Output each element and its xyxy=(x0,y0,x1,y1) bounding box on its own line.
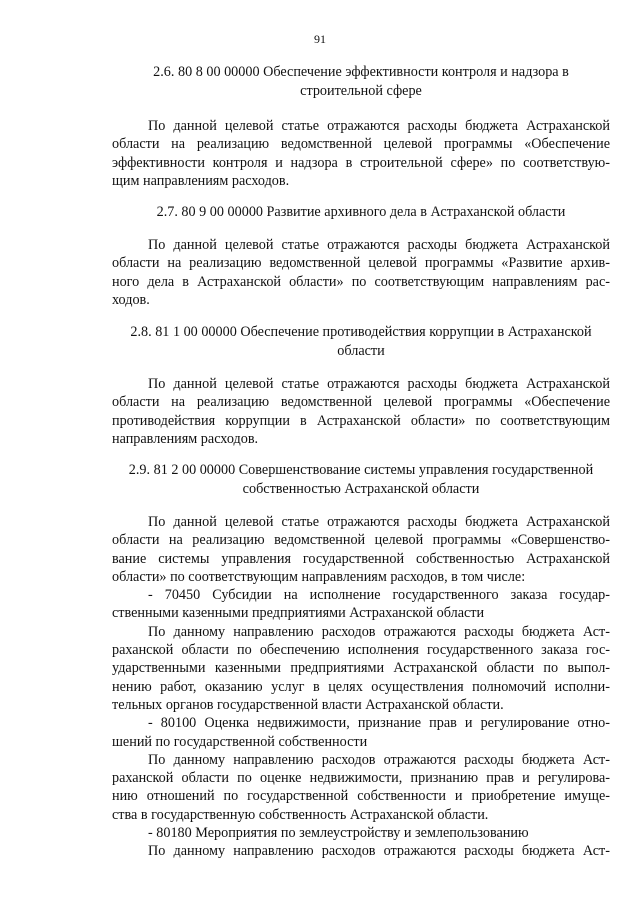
paragraph-line: По данному направлению расходов отражаются расходы бюджета Аст- xyxy=(148,751,610,768)
heading-line: строительной сфере xyxy=(300,83,422,99)
paragraph-line: По данному направлению расходов отражаются расходы бюджета Аст- xyxy=(148,843,610,860)
paragraph-line: области на реализацию ведомственной целевой программы «Обеспечение xyxy=(112,136,610,153)
paragraph-line: щим направлениям расходов. xyxy=(112,172,290,189)
section-paragraph xyxy=(112,236,610,309)
paragraph-line: области на реализацию ведомственной целевой программы «Развитие архив- xyxy=(112,255,610,272)
paragraph-line: области на реализацию ведомственной целевой программы «Обеспечение xyxy=(112,394,610,411)
section-paragraph xyxy=(112,375,610,448)
paragraph-line: области» по соответствующим направлениям расходов, в том числе: xyxy=(112,568,526,585)
paragraph-line: противодействия коррупции в Астраханской области» по соответствующим xyxy=(112,412,610,429)
heading-line: собственностью Астраханской области xyxy=(242,481,480,497)
paragraph-line: По данной целевой статье отражаются расходы бюджета Астраханской xyxy=(148,118,610,134)
paragraph-line: ударственными казенными предприятиями Астраханской области по выпол- xyxy=(112,660,610,677)
paragraph-line: - 70450 Субсидии на исполнение государственного заказа государ- xyxy=(148,587,610,604)
section-heading-2-6 xyxy=(112,63,610,101)
section-heading-2-7 xyxy=(112,203,610,222)
paragraph-line: тельных органов государственной власти Астраханской области. xyxy=(112,696,504,713)
section-paragraph xyxy=(112,513,610,861)
section-heading-2-8 xyxy=(112,323,610,361)
paragraph-line: ходов. xyxy=(112,291,150,308)
paragraph-line: По данной целевой статье отражаются расходы бюджета Астраханской xyxy=(148,376,610,392)
paragraph-line: раханской области по обеспечению исполнения государственного заказа гос- xyxy=(112,642,610,659)
heading-line: 2.6. 80 8 00 00000 Обеспечение эффективности контроля и надзора в xyxy=(153,64,569,80)
paragraph-line: раханской области по оценке недвижимости, признанию прав и регулирова- xyxy=(112,770,610,787)
heading-line: 2.9. 81 2 00 00000 Совершенствование системы управления государственной xyxy=(128,462,594,478)
paragraph-line: эффективности контроля и надзора в строительной сфере» по соответствую- xyxy=(112,154,610,171)
paragraph-line: нению работ, оказанию услуг в целях осуществления полномочий исполни- xyxy=(112,678,610,695)
heading-line: области xyxy=(337,343,385,359)
page-number: 91 xyxy=(314,32,326,46)
paragraph-line: - 80100 Оценка недвижимости, признание прав и регулирование отно- xyxy=(148,715,610,732)
paragraph-line: По данному направлению расходов отражаются расходы бюджета Аст- xyxy=(148,623,610,640)
paragraph-line: вание системы управления государственной собственностью Астраханской xyxy=(112,550,610,567)
paragraph-line: нию отношений по государственной собственности и приобретение имуще- xyxy=(112,788,610,805)
paragraph-line: - 80180 Мероприятия по землеустройству и землепользованию xyxy=(148,825,529,842)
paragraph-line: области на реализацию ведомственной целевой программы «Совершенство- xyxy=(112,532,610,549)
paragraph-line: ного дела в Астраханской области» по соответствующим направлениям рас- xyxy=(112,273,610,290)
section-paragraph xyxy=(112,117,610,190)
paragraph-line: шений по государственной собственности xyxy=(112,733,368,750)
paragraph-line: По данной целевой статье отражаются расходы бюджета Астраханской xyxy=(148,237,610,253)
heading-line: 2.7. 80 9 00 00000 Развитие архивного дела в Астраханской области xyxy=(156,204,566,220)
paragraph-line: ства в государственную собственность Астраханской области. xyxy=(112,806,489,823)
heading-line: 2.8. 81 1 00 00000 Обеспечение противодействия коррупции в Астраханской xyxy=(130,324,592,340)
paragraph-line: направлениям расходов. xyxy=(112,430,259,447)
paragraph-line: ственными казенными предприятиями Астраханской области xyxy=(112,605,485,622)
paragraph-line: По данной целевой статье отражаются расходы бюджета Астраханской xyxy=(148,514,610,530)
section-heading-2-9 xyxy=(112,461,610,499)
